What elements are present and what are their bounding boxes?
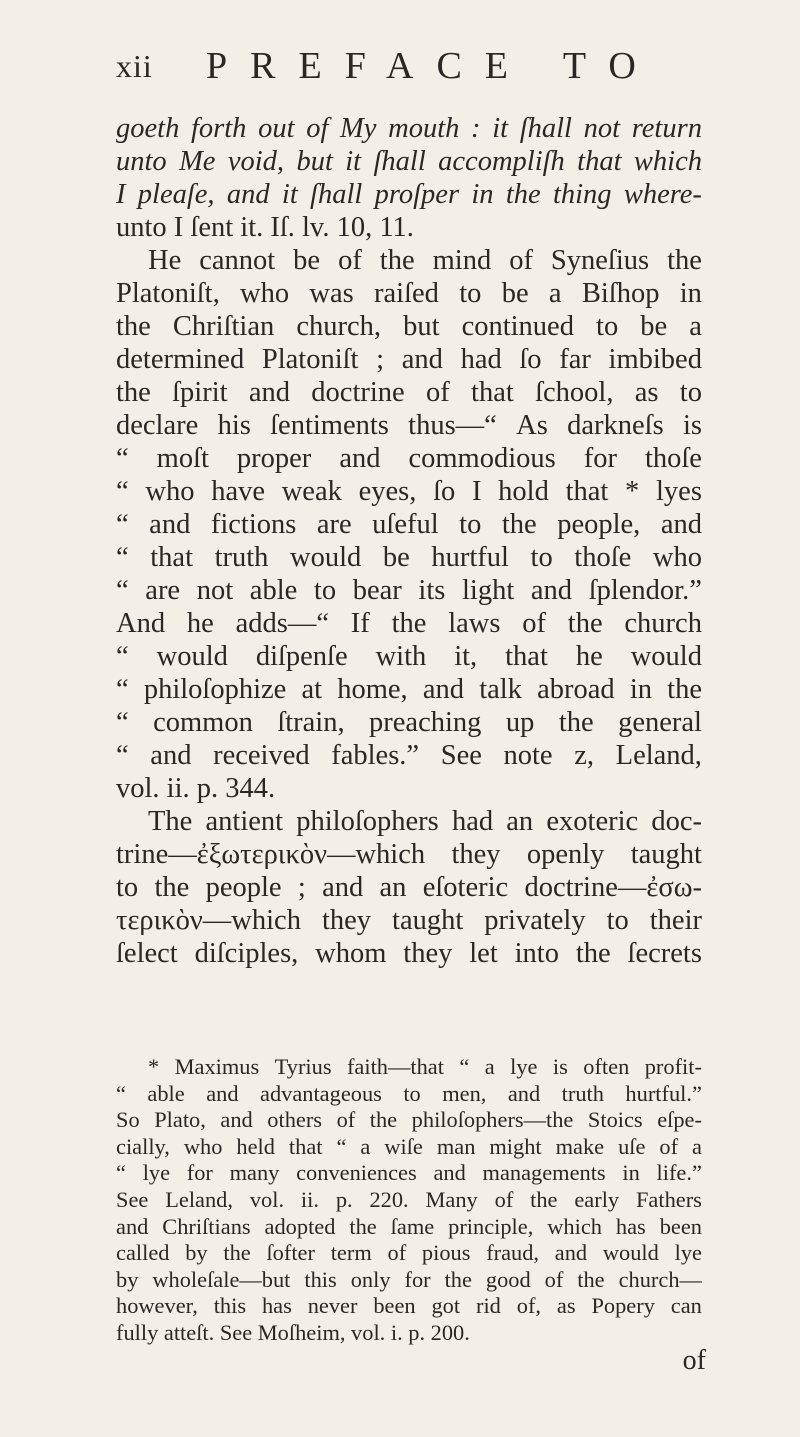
text-line: The antient philoſophers had an exoteric doc- bbox=[148, 806, 702, 837]
text-line: “ are not able to bear its light and ſplendor.” bbox=[116, 575, 702, 606]
text-line: vol. ii. p. 344. bbox=[116, 773, 276, 804]
page-number: xii bbox=[116, 48, 153, 84]
text-line: And he adds—“ If the laws of the church bbox=[116, 608, 702, 639]
text-line: “ common ſtrain, preaching up the general bbox=[116, 707, 702, 738]
text-line: “ philoſophize at home, and talk abroad in the bbox=[116, 674, 702, 705]
running-title: PREFACE TO bbox=[206, 45, 659, 87]
footnote-line: So Plato, and others of the philoſophers—the Stoics eſpe- bbox=[116, 1107, 702, 1133]
text-line: He cannot be of the mind of Syneſius the bbox=[148, 245, 702, 276]
text-line: “ that truth would be hurtful to thoſe who bbox=[116, 542, 702, 573]
catchword: of bbox=[682, 1345, 706, 1376]
text-line: determined Platoniſt ; and had ſo far imbibed bbox=[116, 344, 702, 375]
text-line: the Chriſtian church, but continued to be a bbox=[116, 311, 702, 342]
text-line: goeth forth out of My mouth : it ſhall not return bbox=[116, 113, 702, 144]
text-line: I pleaſe, and it ſhall proſper in the thing where- bbox=[116, 179, 702, 210]
text-line: “ and received fables.” See note z, Leland, bbox=[116, 740, 702, 771]
footnote-line: called by the ſofter term of pious fraud, and would lye bbox=[116, 1240, 702, 1266]
text-line: the ſpirit and doctrine of that ſchool, as to bbox=[116, 377, 702, 408]
main-text bbox=[116, 112, 702, 970]
text-line: to the people ; and an eſoteric doctrine—ἐσω- bbox=[116, 872, 702, 903]
footnote-line: See Leland, vol. ii. p. 220. Many of the early Fathers bbox=[116, 1186, 702, 1212]
footnote-line: “ lye for many conveniences and managements in life.” bbox=[116, 1160, 702, 1186]
footnote-line: fully atteſt. See Moſheim, vol. i. p. 200. bbox=[116, 1319, 470, 1345]
text-line: trine—ἐξωτερικὸν—which they openly taught bbox=[116, 839, 702, 870]
footnote-line: however, this has never been got rid of, as Popery can bbox=[116, 1293, 702, 1319]
page-header bbox=[116, 44, 710, 88]
text-line: “ and fictions are uſeful to the people, and bbox=[116, 509, 702, 540]
footnote-line: * Maximus Tyrius faith—that “ a lye is often profit- bbox=[148, 1054, 702, 1079]
text-line: Platoniſt, who was raiſed to be a Biſhop in bbox=[116, 278, 702, 309]
footnote-line: by wholeſale—but this only for the good of the church— bbox=[116, 1266, 702, 1292]
footnote-line: “ able and advantageous to men, and truth hurtful.” bbox=[116, 1080, 702, 1106]
footnote-line: cially, who held that “ a wiſe man might make uſe of a bbox=[116, 1133, 702, 1159]
text-line: “ who have weak eyes, ſo I hold that * lyes bbox=[116, 476, 702, 507]
text-line: τερικὸν—which they taught privately to their bbox=[116, 905, 702, 936]
text-line: unto Me void, but it ſhall accompliſh that which bbox=[116, 146, 702, 177]
text-line: unto I ſent it. Iſ. lv. 10, 11. bbox=[116, 212, 414, 243]
footnote-line: and Chriſtians adopted the ſame principle, which has been bbox=[116, 1213, 702, 1239]
text-line: “ moſt proper and commodious for thoſe bbox=[116, 443, 702, 474]
footnote bbox=[116, 1054, 702, 1347]
text-line: ſelect diſciples, whom they let into the ſecrets bbox=[116, 938, 702, 969]
text-line: declare his ſentiments thus—“ As darkneſs is bbox=[116, 410, 702, 441]
text-line: “ would diſpenſe with it, that he would bbox=[116, 641, 702, 672]
